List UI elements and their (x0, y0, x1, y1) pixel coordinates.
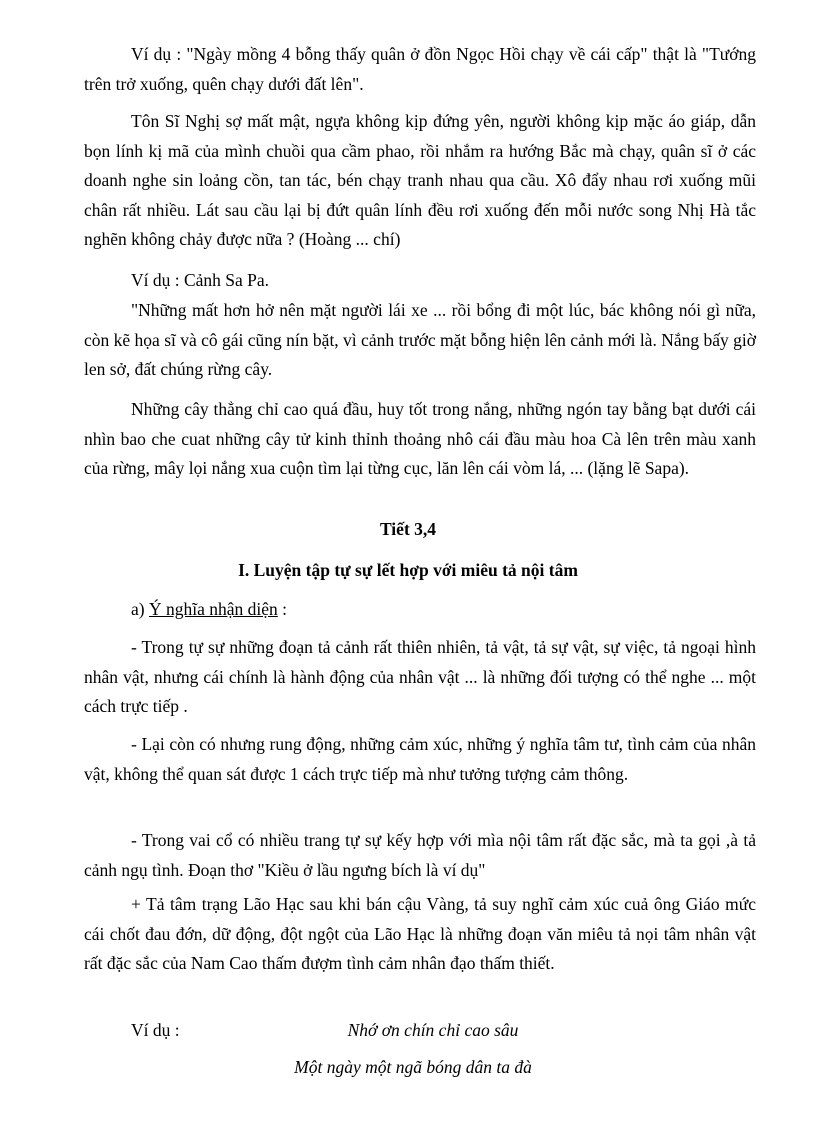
paragraph-bullet-tu-su: - Trong tự sự những đoạn tả cảnh rất thiên nhiên, tả vật, tả sự vật, sự việc, tả ngoại hình nhân vật, nhưng cái chính là hành động của nhân vật ... là những đối tượng có thể nghe ... một cách trực tiếp . (84, 637, 756, 716)
subheading-prefix: a) (131, 599, 149, 619)
paragraph-sapa-trees: Những cây thẳng chỉ cao quá đầu, huy tốt trong nắng, những ngón tay bằng bạt dưới cái nhìn bao che cuat những cây tử kinh thỉnh thoảng nhô cái đầu màu hoa Cà lên trên màu xanh của rừng, mây lọi nắng xua cuộn tìm lại từng cục, lăn lên cái vòm lá, ... (lặng lẽ Sapa). (84, 399, 756, 478)
subheading-suffix: : (277, 599, 288, 619)
subheading-underlined: Ý nghĩa nhận diện (148, 599, 278, 619)
paragraph-bullet-rung-dong: - Lại còn có nhưng rung động, những cảm xúc, những ý nghĩa tâm tư, tình cảm của nhân vật, không thể quan sát được 1 cách trực tiếp mà như tưởng tượng cảm thông. (84, 734, 756, 784)
example-label: Ví dụ : (131, 1020, 180, 1040)
heading-text: I. Luyện tập tự sự lết hợp với miêu tả nội tâm (238, 560, 578, 580)
paragraph-example-sapa-label: Ví dụ : Cảnh Sa Pa. (131, 270, 270, 290)
section-heading-luyen-tap (0, 556, 816, 586)
paragraph-sapa-quote: "Những mất hơn hở nên mặt người lái xe ... rồi bổng đi một lúc, bác không nói gì nữa, còn kẽ họa sĩ và cô gái cũng nín bặt, vì cảnh trước mặt bỗng hiện lên cảnh mới là. Nắng bấy giờ len sở, đất chúng rừng cây. (84, 300, 756, 379)
paragraph-example-ngoc-hoi: Ví dụ : "Ngày mồng 4 bỗng thấy quân ở đồn Ngọc Hồi chạy về cái cấp" thật là "Tướng trên trở xuống, quên chạy dưới đất lên". (84, 44, 756, 94)
subheading-y-nghia (84, 595, 756, 625)
paragraph-bullet-vai-co: - Trong vai cổ có nhiều trang tự sự kếy hợp với mìa nội tâm rất đặc sắc, mà ta gọi ,à tả cảnh ngụ tình. Đoạn thơ "Kiều ở lầu ngưng bích là ví dụ" (84, 830, 756, 880)
poem-line-1: Nhớ ơn chín chỉ cao sâu (347, 1020, 519, 1040)
paragraph-lao-hac: + Tả tâm trạng Lão Hạc sau khi bán cậu Vàng, tả suy nghĩ cảm xúc cuả ông Giáo mức cái chốt đau đớn, dữ động, đột ngột của Lão Hạc là những đoạn văn miêu tả nọi tâm nhân vật rất đặc sắc của Nam Cao thấm đượm tình cảm nhân đạo thấm thiết. (84, 894, 756, 973)
poem-line-2: Một ngày một ngã bóng dân ta đà (294, 1057, 532, 1077)
section-heading-tiet: Tiết 3,4 (379, 519, 437, 539)
paragraph-ton-si-nghi: Tôn Sĩ Nghị sợ mất mật, ngựa không kịp đứng yên, người không kịp mặc áo giáp, dẫn bọn lính kị mã của mình chuồi qua cầm phao, rồi nhắm ra hướng Bắc mà chạy, quân sĩ ở các doanh nghe sin loảng cồn, tan tác, bén chạy tranh nhau qua cầu. Xô đẩy nhau rơi xuống mũi chân rất nhiều. Lát sau cầu lại bị đứt quân lính đều rơi xuống đến mỗi nước song Nhị Hà tắc nghẽn không chảy được nữa ? (Hoàng ... chí) (84, 111, 756, 249)
